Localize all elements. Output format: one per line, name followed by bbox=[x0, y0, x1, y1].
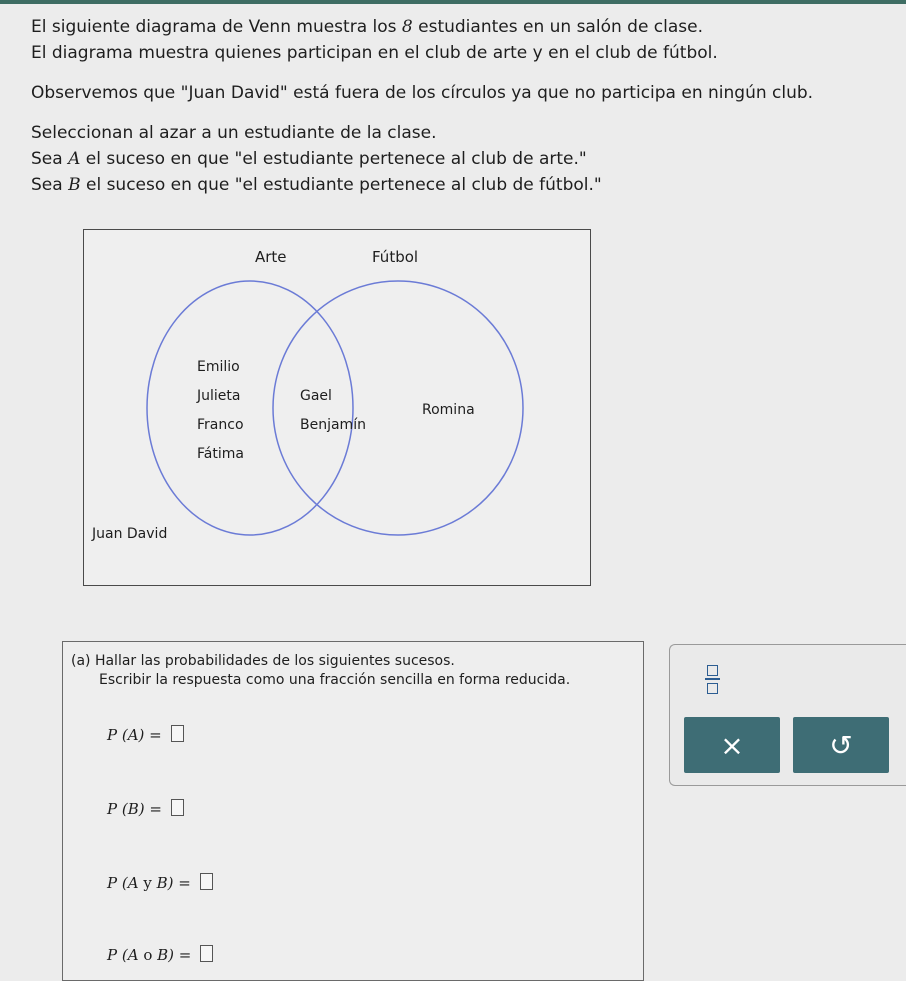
student-emilio: Emilio bbox=[197, 359, 240, 375]
prob-or-word: o bbox=[143, 946, 153, 964]
question-instruction: Escribir la respuesta como una fracción sencilla en forma reducida. bbox=[99, 672, 571, 688]
student-romina: Romina bbox=[422, 402, 475, 418]
question-title: (a) Hallar las probabilidades de los siguientes sucesos. bbox=[71, 653, 455, 669]
prob-a-and-b-label-end: B) = bbox=[151, 874, 196, 892]
student-benjamin: Benjamín bbox=[300, 417, 366, 433]
prob-a-or-b-row bbox=[107, 945, 213, 964]
intro-line-3: Observemos que "Juan David" está fuera de los círculos ya que no participa en ningún club. bbox=[31, 83, 814, 103]
intro-line-6: Sea B el suceso en que "el estudiante pertenece al club de fútbol." bbox=[31, 175, 602, 195]
prob-a-and-b-label-start: P (A bbox=[107, 874, 144, 892]
problem-statement bbox=[31, 14, 891, 198]
label-arte: Arte bbox=[255, 248, 287, 266]
intro-line-1: El siguiente diagrama de Venn muestra los 8 estudiantes en un salón de clase. bbox=[31, 17, 704, 37]
question-text bbox=[71, 652, 570, 690]
prob-a-and-b-row bbox=[107, 873, 213, 892]
prob-b-row bbox=[107, 799, 184, 818]
prob-a-row bbox=[107, 725, 184, 744]
circle-futbol bbox=[273, 281, 523, 535]
student-franco: Franco bbox=[197, 417, 244, 433]
top-accent-bar bbox=[0, 0, 906, 4]
undo-icon: ↺ bbox=[829, 728, 853, 762]
circle-arte bbox=[147, 281, 353, 535]
prob-a-answer-input[interactable] bbox=[171, 725, 184, 742]
student-juan-david: Juan David bbox=[92, 526, 168, 542]
undo-button[interactable] bbox=[793, 717, 889, 773]
prob-and-word: y bbox=[143, 874, 152, 892]
clear-button[interactable] bbox=[684, 717, 780, 773]
label-futbol: Fútbol bbox=[372, 248, 419, 266]
student-julieta: Julieta bbox=[197, 388, 241, 404]
prob-a-or-b-label-start: P (A bbox=[107, 946, 144, 964]
prob-b-answer-input[interactable] bbox=[171, 799, 184, 816]
question-panel bbox=[62, 641, 644, 981]
venn-diagram bbox=[83, 229, 591, 586]
fraction-bar-icon bbox=[705, 678, 720, 680]
fraction-numerator-icon bbox=[707, 665, 718, 676]
intro-line-2: El diagrama muestra quienes participan en el club de arte y en el club de fútbol. bbox=[31, 43, 718, 63]
prob-a-or-b-label-end: B) = bbox=[152, 946, 197, 964]
intro-line-5: Sea A el suceso en que "el estudiante pertenece al club de arte." bbox=[31, 149, 587, 169]
fraction-button[interactable] bbox=[696, 659, 730, 699]
close-icon: × bbox=[720, 728, 744, 762]
fraction-denominator-icon bbox=[707, 683, 718, 694]
student-gael: Gael bbox=[300, 388, 332, 404]
prob-a-label: P (A) = bbox=[107, 726, 167, 744]
prob-a-and-b-answer-input[interactable] bbox=[200, 873, 213, 890]
prob-a-or-b-answer-input[interactable] bbox=[200, 945, 213, 962]
prob-b-label: P (B) = bbox=[107, 800, 167, 818]
intro-line-4: Seleccionan al azar a un estudiante de la clase. bbox=[31, 123, 437, 143]
student-fatima: Fátima bbox=[197, 446, 244, 462]
answer-toolbar bbox=[669, 644, 906, 786]
